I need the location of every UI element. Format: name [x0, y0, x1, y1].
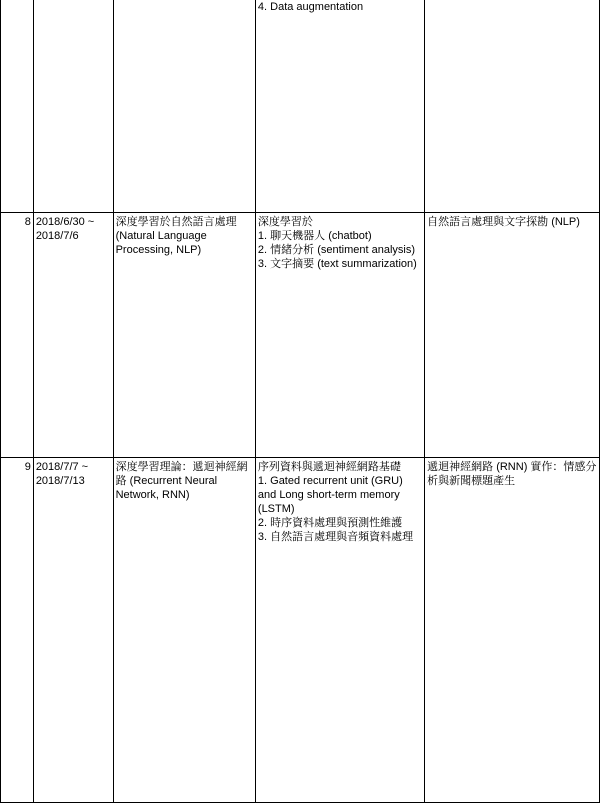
lab-cell: 遞迴神經網路 (RNN) 實作：情感分析與新聞標題產生	[425, 458, 600, 803]
date-cell: 2018/7/7 ~ 2018/7/13	[33, 458, 113, 803]
content-line: 1. Gated recurrent unit (GRU) and Long short-term memory (LSTM)	[257, 475, 403, 515]
table-row	[1, 458, 600, 803]
content-cell	[255, 458, 424, 803]
content-line: 1. 聊天機器人 (chatbot)	[257, 230, 372, 242]
content-line: 深度學習於	[257, 216, 313, 228]
week-number-cell: 8	[1, 213, 34, 458]
topic-cell	[113, 0, 255, 213]
lab-cell: 自然語言處理與文字探勘 (NLP)	[425, 213, 600, 458]
content-line: 3. 自然語言處理與音頻資料處理	[257, 531, 414, 543]
date-cell	[33, 0, 113, 213]
content-line: 序列資料與遞迴神經網路基礎	[257, 461, 401, 473]
table-row	[1, 213, 600, 458]
week-number-cell	[1, 0, 34, 213]
lab-cell	[425, 0, 600, 213]
content-line: 2. 情緒分析 (sentiment analysis)	[257, 244, 416, 256]
topic-cell: 深度學習於自然語言處理 (Natural Language Processing, NLP)	[113, 213, 255, 458]
date-cell: 2018/6/30 ~ 2018/7/6	[33, 213, 113, 458]
content-line: 4. Data augmentation	[257, 1, 364, 13]
content-cell	[255, 213, 424, 458]
content-cell	[255, 0, 424, 213]
table-row	[1, 0, 600, 213]
content-line: 2. 時序資料處理與預測性維護	[257, 517, 403, 529]
week-number-cell: 9	[1, 458, 34, 803]
topic-cell: 深度學習理論：遞迴神經網路 (Recurrent Neural Network, RNN)	[113, 458, 255, 803]
content-line: 3. 文字摘要 (text summarization)	[257, 258, 417, 270]
